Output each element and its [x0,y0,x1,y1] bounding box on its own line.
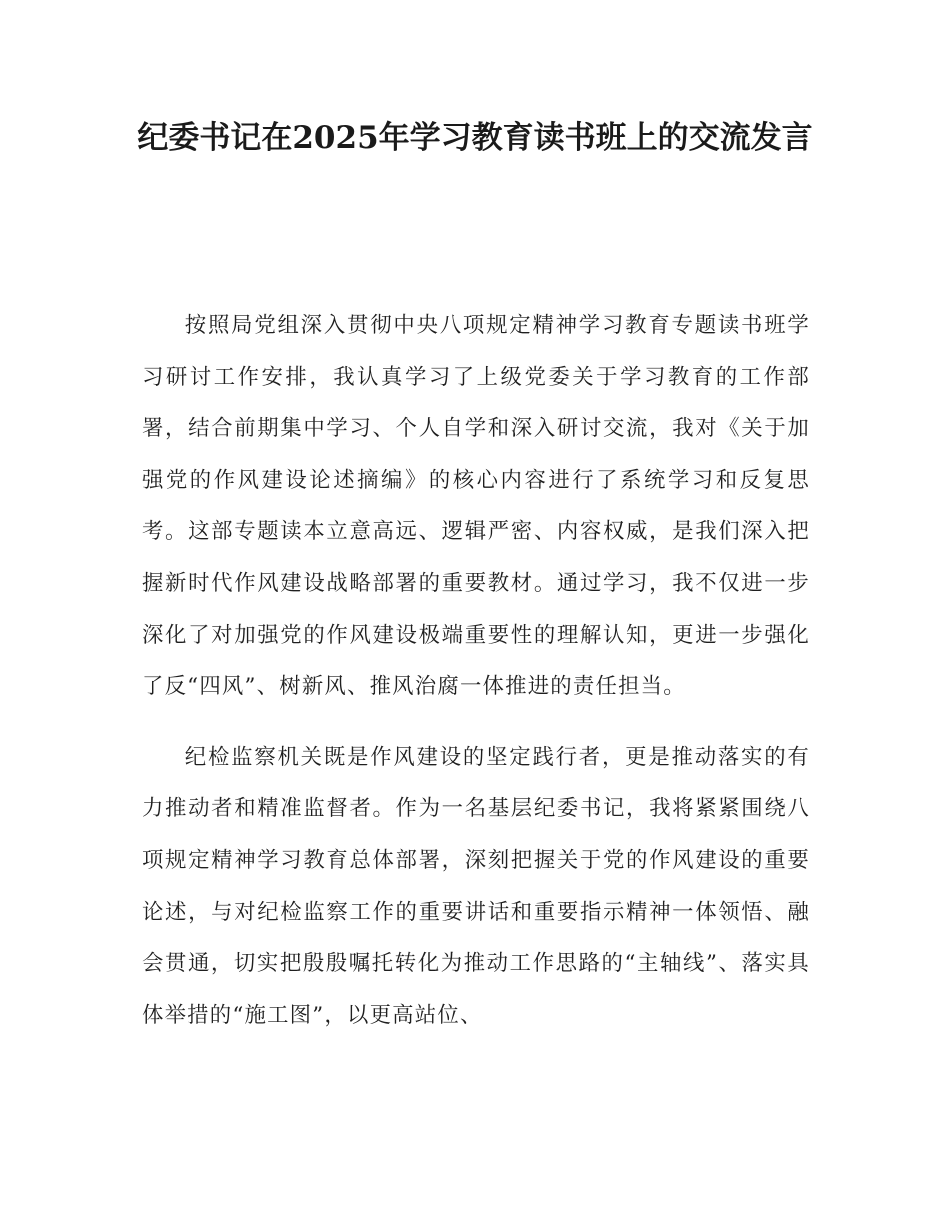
document-body [142,300,810,1041]
paragraph-1: 按照局党组深入贯彻中央八项规定精神学习教育专题读书班学习研讨工作安排，我认真学习了上级党委关于学习教育的工作部署，结合前期集中学习、个人自学和深入研讨交流，我对《关于加强党的作风建设论述摘编》的核心内容进行了系统学习和反复思考。这部专题读本立意高远、逻辑严密、内容权威，是我们深入把握新时代作风建设战略部署的重要教材。通过学习，我不仅进一步深化了对加强党的作风建设极端重要性的理解认知，更进一步强化了反“四风”、树新风、推风治腐一体推进的责任担当。 [142,313,810,700]
paragraph-2: 纪检监察机关既是作风建设的坚定践行者，更是推动落实的有力推动者和精准监督者。作为一名基层纪委书记，我将紧紧围绕八项规定精神学习教育总体部署，深刻把握关于党的作风建设的重要论述，与对纪检监察工作的重要讲话和重要指示精神一体领悟、融会贯通，切实把殷殷嘱托转化为推动工作思路的“主轴线”、落实具体举措的“施工图”，以更高站位、 [142,744,810,1028]
document-title: 纪委书记在2025年学习教育读书班上的交流发言 [137,120,813,156]
